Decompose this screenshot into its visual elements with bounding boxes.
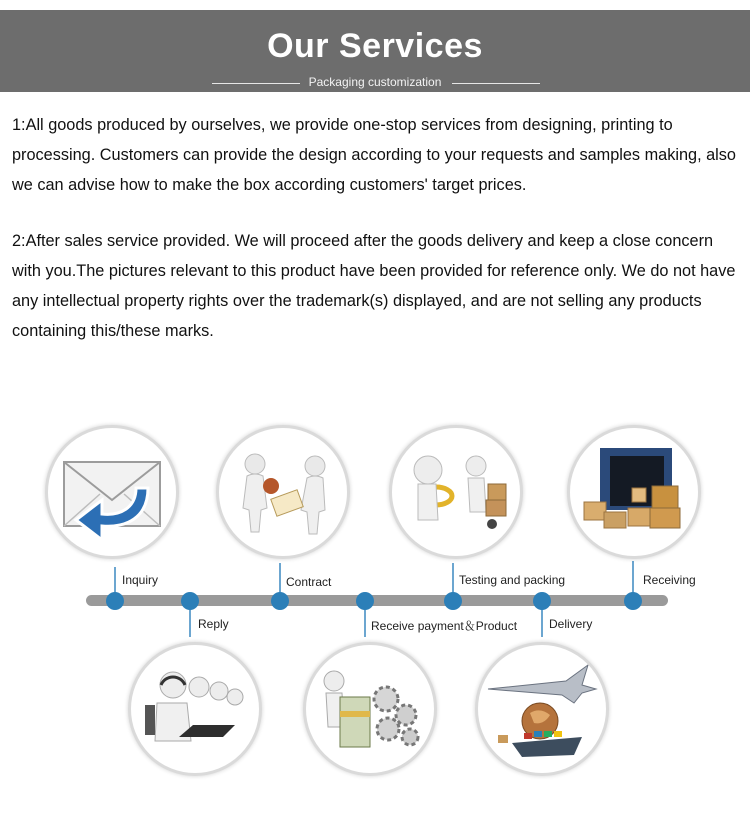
step-image-receiving — [567, 425, 701, 559]
step-dot-receiving — [624, 592, 642, 610]
plane-globe-ship-icon — [478, 645, 606, 773]
subtitle-rule-right — [452, 83, 540, 84]
handshake-contract-icon — [219, 428, 347, 556]
call-center-operators-icon — [131, 645, 259, 773]
step-dot-inquiry — [106, 592, 124, 610]
service-paragraph-1: 1:All goods produced by ourselves, we provide one-stop services from designing, printing to processing. Customers can provide the design according to your requests and samples making, also we can advise how to make the box according customers' target prices. — [12, 116, 736, 194]
step-label-reply: Reply — [198, 617, 229, 631]
step-label-inquiry: Inquiry — [122, 573, 159, 587]
step-image-inquiry — [45, 425, 179, 559]
step-dot-payment — [356, 592, 374, 610]
step-label-testing: Testing and packing — [459, 573, 566, 587]
header-banner — [0, 10, 750, 92]
page-subtitle: Packaging customization — [308, 75, 442, 89]
page-title: Our Services — [267, 27, 483, 65]
envelope-return-arrow-icon — [48, 428, 176, 556]
step-dot-reply — [181, 592, 199, 610]
step-dot-contract — [271, 592, 289, 610]
inspection-and-packing-icon — [392, 428, 520, 556]
step-dot-delivery — [533, 592, 551, 610]
step-image-reply — [128, 642, 262, 776]
step-image-testing — [389, 425, 523, 559]
step-label-receiving: Receiving — [643, 573, 696, 587]
service-paragraph-2: 2:After sales service provided. We will proceed after the goods delivery and keep a close concern with you.The pictures relevant to this product have been provided for reference only. We do not have any intellectual property rights over the trademark(s) displayed, and are not selling any products containing this/these marks. — [12, 232, 736, 340]
container-with-boxes-icon — [570, 428, 698, 556]
timeline-bar — [86, 595, 668, 606]
step-label-payment: Receive payment＆Product — [371, 619, 518, 633]
money-and-gears-icon — [306, 645, 434, 773]
step-label-delivery: Delivery — [549, 617, 593, 631]
step-label-contract: Contract — [286, 575, 332, 589]
process-diagram — [0, 385, 750, 815]
step-image-delivery — [475, 642, 609, 776]
step-dot-testing — [444, 592, 462, 610]
step-image-payment — [303, 642, 437, 776]
step-image-contract — [216, 425, 350, 559]
